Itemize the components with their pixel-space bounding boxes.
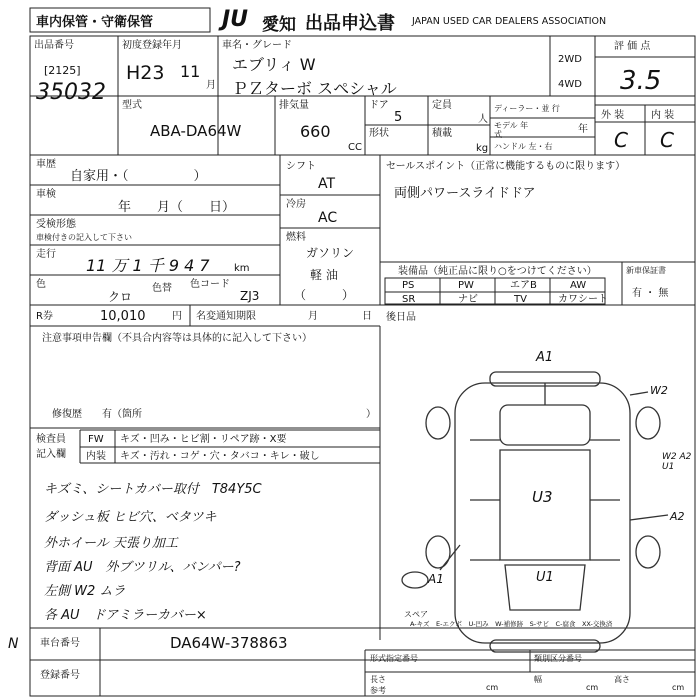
drive-4wd: 4WD: [558, 79, 582, 90]
interior-check-label: 内装: [86, 451, 106, 462]
mark-w2: W2: [650, 384, 668, 397]
spare-label: スペア: [404, 610, 428, 619]
doors-value: 5: [394, 110, 403, 125]
equip-leather-seat: カワシート: [558, 294, 608, 305]
mark-a1-top: A1: [536, 350, 554, 365]
first-reg-year: H23: [126, 62, 165, 84]
car-name: エブリィ W: [232, 55, 316, 74]
displacement-label: 排気量: [279, 100, 309, 111]
ac-label: 冷房: [286, 199, 306, 210]
color-value: クロ: [108, 290, 133, 304]
exterior-label: 外 装: [601, 110, 625, 121]
yen-unit: 円: [172, 311, 182, 322]
cm-3: cm: [672, 683, 685, 692]
category-label: 類別区分番号: [534, 654, 582, 663]
car-name-label: 車名・グレード: [222, 40, 292, 51]
designation-label: 形式指定番号: [370, 654, 418, 663]
recycle-label: R券: [36, 311, 53, 322]
equip-airbag: エアB: [510, 280, 537, 291]
fuel-gasoline: ガソリン: [306, 246, 355, 260]
first-reg-month: 11: [180, 62, 201, 81]
registration-label: 登録番号: [40, 670, 80, 681]
model-code: ABA-DA64W: [150, 122, 242, 140]
wheel-front-left: [426, 407, 450, 439]
recycle-amount: 10,010: [100, 309, 146, 324]
dealer-label: ディーラー・並 行: [494, 104, 560, 113]
fuel-diesel: 軽 油: [310, 268, 338, 282]
mark-u3: U3: [532, 488, 553, 506]
displacement-value: 660: [300, 122, 331, 141]
side-mark: N: [8, 636, 19, 652]
entry-label: 記入欄: [36, 449, 66, 460]
steering-label: ハンドル 左・右: [494, 142, 553, 151]
cc-unit: CC: [348, 142, 362, 153]
year-unit: 年: [578, 124, 588, 135]
wheel-rear-left: [426, 536, 450, 568]
english-org-name: JAPAN USED CAR DEALERS ASSOCIATION: [412, 16, 607, 27]
equipment-label: 装備品（純正品に限り○をつけてください）: [398, 266, 597, 277]
fuel-other: （ ）: [294, 288, 355, 302]
cm-2: cm: [586, 683, 599, 692]
equip-pw: PW: [458, 280, 474, 291]
ju-logo-icon: JU: [222, 7, 249, 32]
selling-points-text: 両側パワースライドドア: [394, 186, 536, 201]
shape-label: 形状: [369, 128, 389, 139]
shift-value: AT: [318, 176, 336, 192]
org-name: 愛知: [262, 15, 296, 35]
history-label: 車歴: [36, 159, 56, 170]
handwritten-note-5: 左側 W2 ムラ: [44, 584, 126, 599]
wheel-front-right: [636, 407, 660, 439]
lot-number: 35032: [36, 80, 106, 105]
form-title: 出品申込書: [305, 13, 395, 34]
handwritten-note-4: 背面 AU 外ブツリル、バンパー?: [44, 560, 241, 575]
height-label: 高さ: [614, 675, 630, 684]
mileage-value: 11 万 1 千 9 4 7: [86, 256, 210, 275]
color-code-label: 色コード: [190, 279, 230, 290]
equip-navi: ナビ: [458, 294, 478, 305]
mark-right-notes: W2 A2 U1: [662, 452, 692, 472]
persons-unit: 人: [478, 114, 488, 125]
score-label: 評 価 点: [614, 41, 651, 52]
exterior-grade: C: [614, 128, 628, 152]
rear-items-label: 後日品: [386, 312, 416, 323]
inspector-label: 検査員: [36, 434, 66, 445]
equip-ps: PS: [402, 280, 415, 291]
lot-sub-number: [2125]: [44, 64, 81, 77]
mileage-label: 走行: [36, 249, 56, 260]
month-unit: 月: [206, 80, 216, 91]
handwritten-note-3: 外ホイール 天張り加工: [44, 536, 178, 551]
fuel-label: 燃料: [286, 232, 306, 243]
handwritten-note-6: 各 AU ドアミラーカバー×: [44, 608, 207, 623]
interior-label: 内 装: [651, 110, 675, 121]
color-code: ZJ3: [240, 289, 260, 303]
accepted-label: 受検形態: [36, 219, 76, 230]
selling-points-label: セールスポイント（正常に機能するものに限ります）: [386, 161, 626, 172]
shift-label: シフト: [286, 161, 316, 172]
width-label: 幅: [534, 675, 542, 684]
inspection-label: 車検: [36, 189, 56, 200]
km-unit: km: [234, 263, 250, 274]
fw-label: FW: [88, 434, 104, 445]
notice-day: 日: [362, 311, 372, 322]
capacity-label: 定員: [432, 100, 452, 111]
equip-sr: SR: [402, 294, 416, 305]
lot-number-label: 出品番号: [34, 40, 74, 51]
handwritten-note-1: キズミ、シートカバー取付 T84Y5C: [44, 482, 262, 497]
interior-check-items: キズ・汚れ・コゲ・穴・タバコ・キレ・破し: [120, 451, 320, 462]
damage-legend: A-キズ E-エクボ U-凹み W-補修跡 S-サビ C-腐食 XX-交換済: [410, 620, 613, 628]
mark-u1: U1: [536, 570, 554, 585]
kg-unit: kg: [476, 143, 489, 154]
fw-items: キズ・凹み・ヒビ割・リペア跡・X要: [120, 434, 287, 445]
mark-a2: A2: [670, 510, 685, 523]
handwritten-note-2: ダッシュ板 ヒビ穴、ベタツキ: [44, 510, 217, 525]
spare-tire-icon: [402, 572, 428, 588]
chassis-number: DA64W-378863: [170, 634, 288, 652]
equip-aw: AW: [570, 280, 587, 291]
notice-label: 名変通知期限: [196, 311, 256, 322]
car-body-outline: [455, 383, 630, 643]
warranty-value: 有 ・ 無: [632, 288, 669, 299]
score-value: 3.5: [620, 66, 662, 96]
length-label: 長さ: [370, 675, 386, 684]
inspection-value: 年 月（ 日）: [118, 200, 236, 215]
repair-history-label: 修復歴 有（箇所: [52, 409, 142, 420]
warranty-label: 新車保証書: [626, 266, 666, 275]
color-change-label: 色替: [152, 283, 172, 294]
doors-label: ドア: [369, 100, 389, 111]
interior-grade: C: [660, 128, 674, 152]
model-label: 型式: [122, 100, 142, 111]
mark-a1-left: A1: [428, 572, 444, 586]
first-reg-label: 初度登録年月: [122, 40, 182, 51]
storage-label: 車内保管・守衛保管: [36, 15, 154, 30]
equip-tv: TV: [514, 294, 527, 305]
drive-2wd: 2WD: [558, 54, 582, 65]
cm-1: cm: [486, 683, 499, 692]
model-year-label: モデル 年 式: [494, 121, 529, 139]
color-label: 色: [36, 279, 46, 290]
wheel-rear-right: [636, 536, 660, 568]
loading-label: 積載: [432, 128, 452, 139]
chassis-label: 車台番号: [40, 638, 80, 649]
repair-history-close: ）: [366, 409, 376, 420]
car-grade: ＰＺターボ スペシャル: [232, 79, 397, 98]
car-diagram: [402, 372, 668, 652]
accepted-note: 車検付きの記入して下さい: [36, 233, 132, 242]
notes-label: 注意事項申告欄（不具合内容等は具体的に記入して下さい）: [42, 333, 312, 344]
ac-value: AC: [318, 210, 338, 226]
notice-month: 月: [308, 311, 318, 322]
history-value: 自家用・（ ）: [70, 169, 207, 184]
reference-label: 参考: [370, 686, 386, 695]
